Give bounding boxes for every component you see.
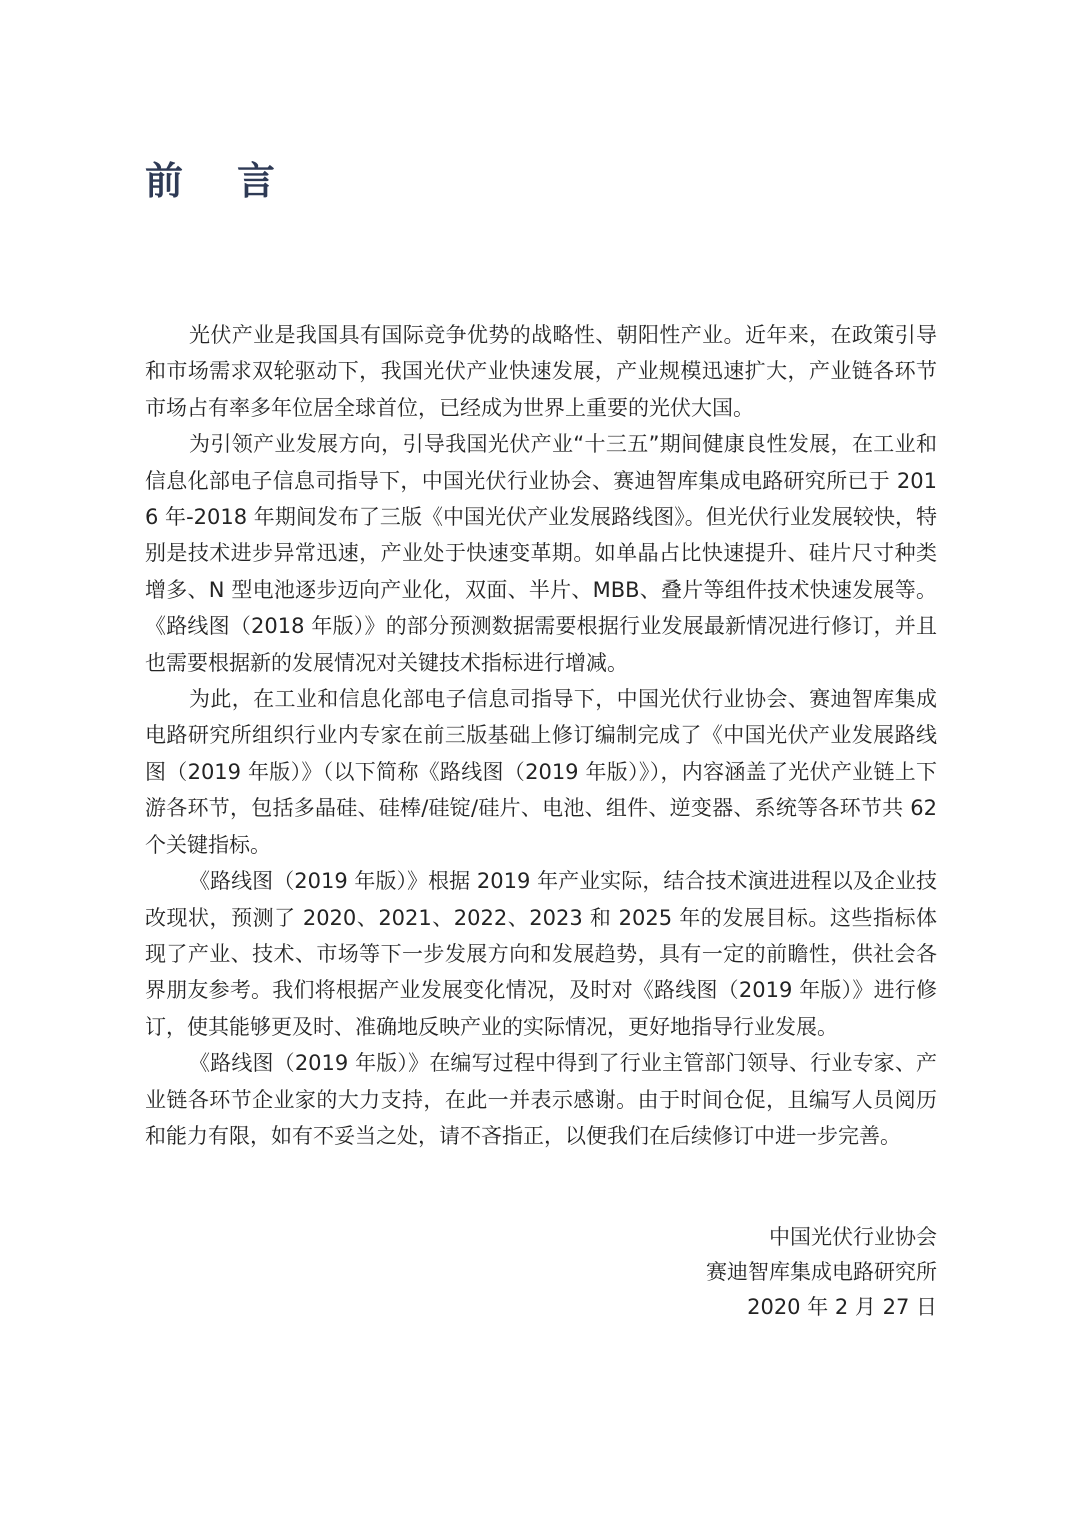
- paragraph-1: 光伏产业是我国具有国际竞争优势的战略性、朝阳性产业。近年来，在政策引导和市场需求双轮驱动下，我国光伏产业快速发展，产业规模迅速扩大，产业链各环节市场占有率多年位居全球首位，已经成为世界上重要的光伏大国。: [145, 323, 937, 420]
- paragraph-3: 为此，在工业和信息化部电子信息司指导下，中国光伏行业协会、赛迪智库集成电路研究所组织行业内专家在前三版基础上修订编制完成了《中国光伏产业发展路线图（2019 年版）》（以下简称《路线图（2019 年版）》），内容涵盖了光伏产业链上下游各环节，包括多晶硅、硅棒/硅锭/硅片、电池、组件、逆变器、系统等各环节共 62 个关键指标。: [145, 687, 937, 857]
- page-title: 前言: [145, 159, 330, 203]
- paragraph-4: 《路线图（2019 年版）》根据 2019 年产业实际，结合技术演进进程以及企业技改现状，预测了 2020、2021、2022、2023 和 2025 年的发展目标。这些指标体现了产业、技术、市场等下一步发展方向和发展趋势，具有一定的前瞻性，供社会各界朋友参考。我们将根据产业发展变化情况，及时对《路线图（2019 年版）》进行修订，使其能够更及时、准确地反映产业的实际情况，更好地指导行业发展。: [145, 869, 937, 1039]
- signature-org-2: 赛迪智库集成电路研究所: [706, 1260, 937, 1284]
- paragraph-5: 《路线图（2019 年版）》在编写过程中得到了行业主管部门领导、行业专家、产业链各环节企业家的大力支持，在此一并表示感谢。由于时间仓促，且编写人员阅历和能力有限，如有不妥当之处，请不吝指正，以便我们在后续修订中进一步完善。: [145, 1051, 937, 1148]
- paragraph-2: 为引领产业发展方向，引导我国光伏产业“十三五”期间健康良性发展，在工业和信息化部电子信息司指导下，中国光伏行业协会、赛迪智库集成电路研究所已于 2016 年-2018 年期间发布了三版《中国光伏产业发展路线图》。但光伏行业发展较快，特别是技术进步异常迅速，产业处于快速变革期。如单晶占比快速提升、硅片尺寸种类增多、N 型电池逐步迈向产业化，双面、半片、MBB、叠片等组件技术快速发展等。《路线图（2018 年版）》的部分预测数据需要根据行业发展最新情况进行修订，并且也需要根据新的发展情况对关键技术指标进行增减。: [145, 432, 937, 675]
- preface-body: [145, 317, 937, 1154]
- signature-block: [545, 1220, 937, 1325]
- signature-org-1: 中国光伏行业协会: [769, 1225, 937, 1249]
- signature-date: 2020 年 2 月 27 日: [747, 1295, 937, 1319]
